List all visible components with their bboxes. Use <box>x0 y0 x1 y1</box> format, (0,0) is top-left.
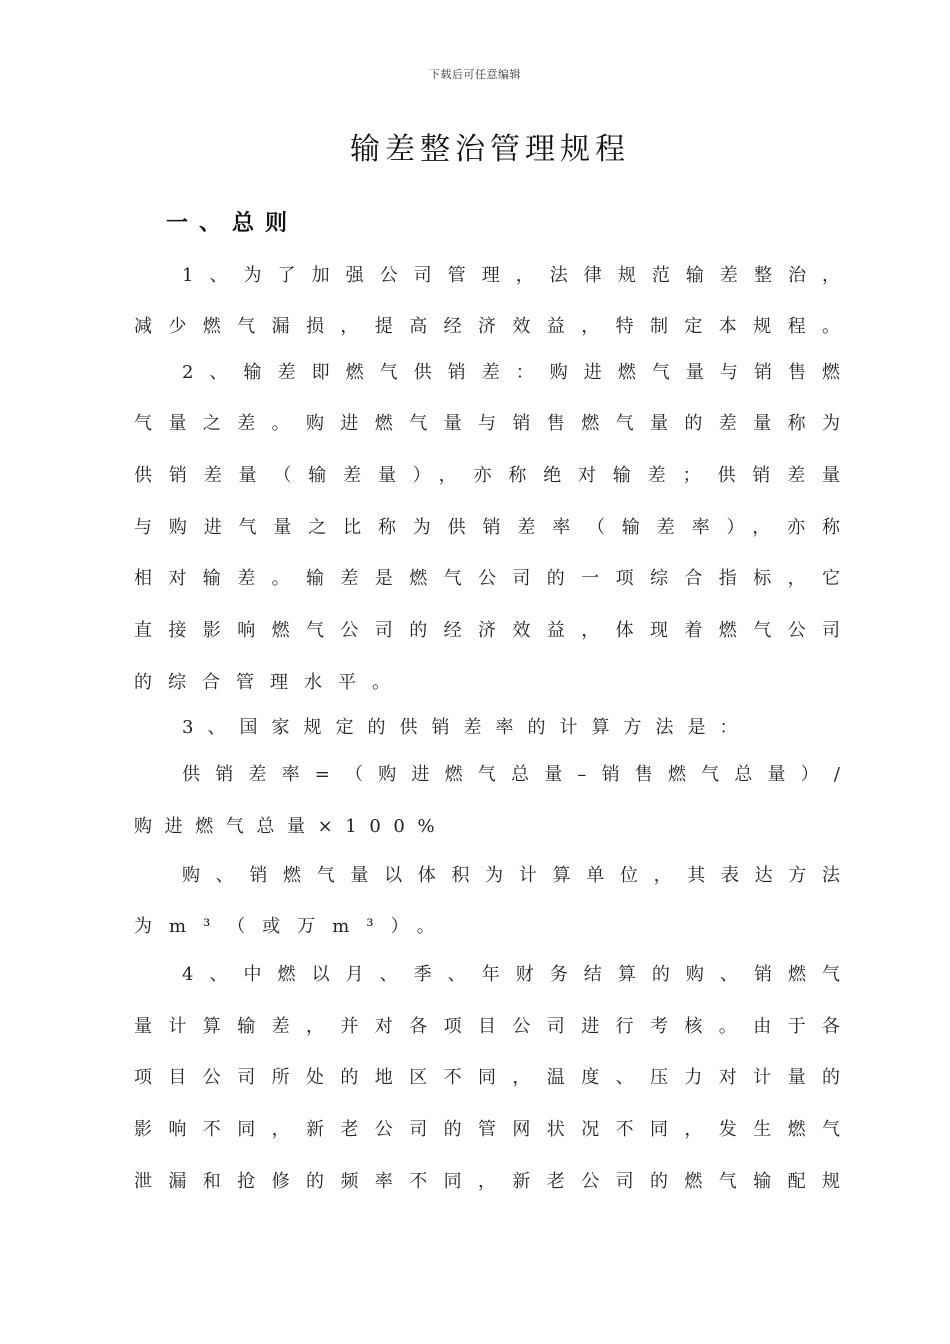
paragraph-line: 泄漏和抢修的频率不同，新老公司的燃气输配规 <box>134 1171 840 1192</box>
paragraph-line: 购、销燃气量以体积为计算单位，其表达方法 <box>182 865 840 886</box>
paragraph-line: 2、输差即燃气供销差：购进燃气量与销售燃 <box>182 362 840 383</box>
paragraph-line: 相对输差。输差是燃气公司的一项综合指标，它 <box>134 568 840 589</box>
paragraph-line: 4、中燃以月、季、年财务结算的购、销燃气 <box>182 964 840 985</box>
paragraph-line: 减少燃气漏损，提高经济效益，特制定本规程。 <box>134 316 840 337</box>
paragraph-line: 的综合管理水平。 <box>134 672 406 693</box>
paragraph-line: 供销差量（输差量），亦称绝对输差；供销差量 <box>134 465 840 486</box>
paragraph-line: 1、为了加强公司管理，法律规范输差整治， <box>182 265 840 286</box>
paragraph-line: 量计算输差，并对各项目公司进行考核。由于各 <box>134 1016 840 1037</box>
formula-line: 供销差率=（购进燃气总量–销售燃气总量）/ <box>182 764 840 785</box>
paragraph-line: 气量之差。购进燃气量与销售燃气量的差量称为 <box>134 413 840 434</box>
paragraph-line: 直接影响燃气公司的经济效益，体现着燃气公司 <box>134 620 840 641</box>
document-title: 输差整治管理规程 <box>350 132 630 167</box>
paragraph-line: 为m³（或万m³）。 <box>134 916 452 937</box>
paragraph-line: 3、国家规定的供销差率的计算方法是： <box>182 717 752 738</box>
formula-line: 购进燃气总量×100% <box>134 816 448 837</box>
page-header-note: 下载后可任意编辑 <box>429 68 521 81</box>
paragraph-line: 影响不同，新老公司的管网状况不同，发生燃气 <box>134 1119 840 1140</box>
paragraph-line: 与购进气量之比称为供销差率（输差率），亦称 <box>134 517 840 538</box>
paragraph-line: 项目公司所处的地区不同，温度、压力对计量的 <box>134 1067 840 1088</box>
section-heading-general: 一、总则 <box>166 211 299 236</box>
